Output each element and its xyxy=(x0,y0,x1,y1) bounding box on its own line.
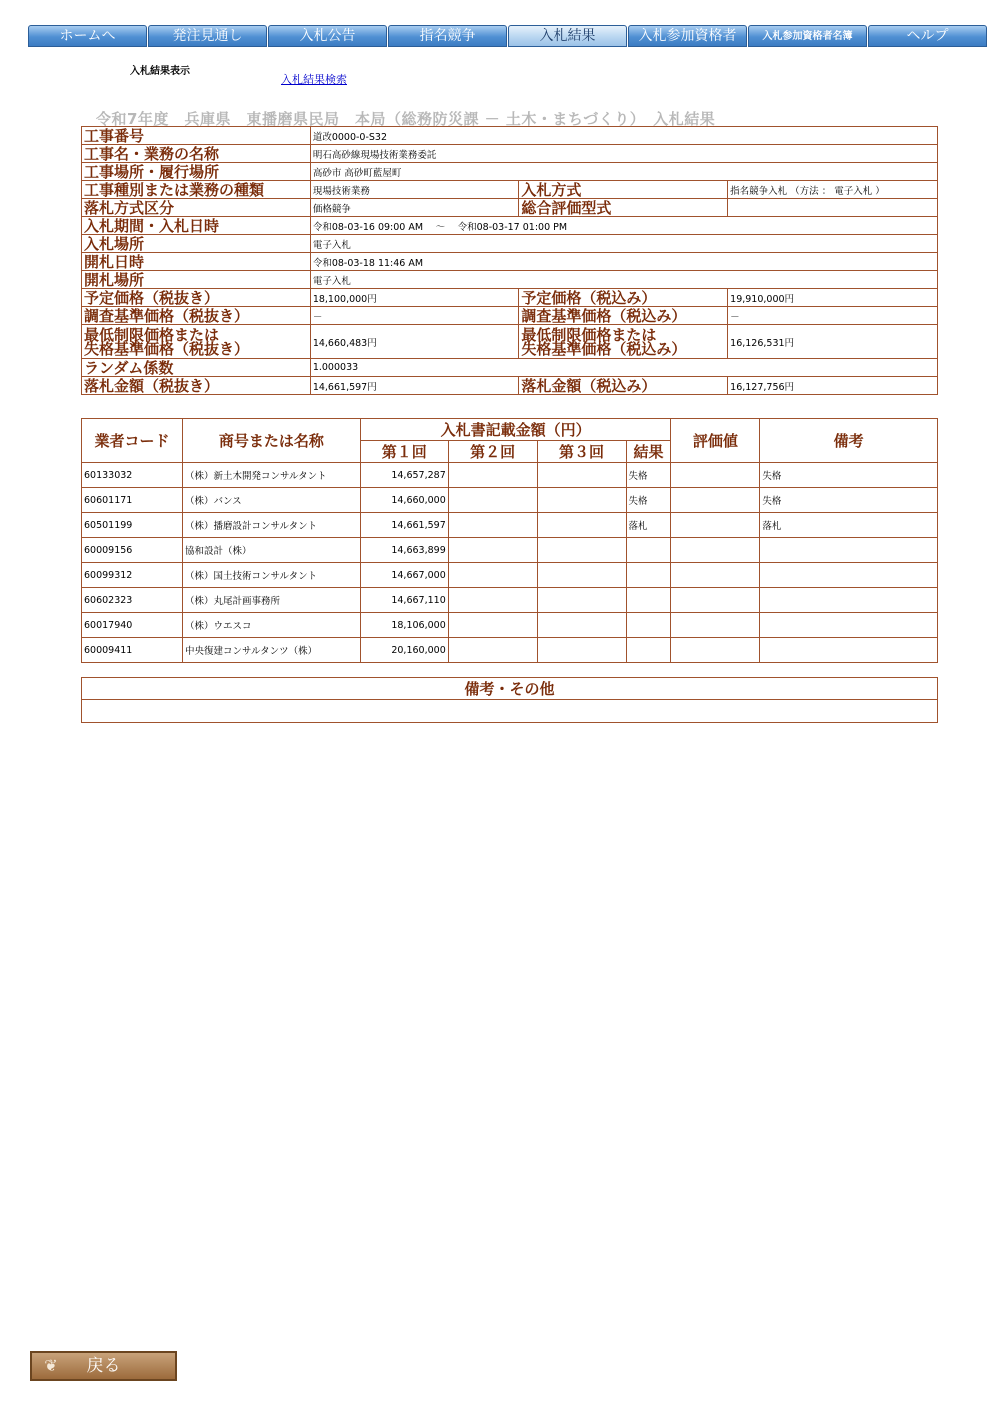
info-value: 14,661,597円 xyxy=(310,377,518,395)
cell-note: 失格 xyxy=(760,488,938,513)
back-button[interactable] xyxy=(30,1351,177,1381)
cell-note xyxy=(760,613,938,638)
cell-score xyxy=(671,488,760,513)
cell-result xyxy=(626,638,671,663)
info-row-venue xyxy=(82,235,938,253)
cell-score xyxy=(671,563,760,588)
cell-code: 60501199 xyxy=(82,513,183,538)
cell-r2 xyxy=(448,463,537,488)
cell-name: （株）丸尾計画事務所 xyxy=(182,588,360,613)
nav-tab-outlook[interactable]: 発注見通し xyxy=(148,25,267,47)
top-nav xyxy=(28,25,988,47)
cell-score xyxy=(671,538,760,563)
nav-tab-notice[interactable]: 入札公告 xyxy=(268,25,387,47)
col-header-score: 評価値 xyxy=(671,419,760,463)
cell-r3 xyxy=(537,463,626,488)
info-value: 価格競争 xyxy=(310,199,518,217)
info-label: 落札方式区分 xyxy=(82,199,311,217)
info-label: 入札場所 xyxy=(82,235,311,253)
remarks-table xyxy=(81,677,938,723)
cell-r1: 14,667,000 xyxy=(360,563,448,588)
info-label xyxy=(519,325,728,359)
cell-r2 xyxy=(448,488,537,513)
info-label: 調査基準価格（税抜き） xyxy=(82,307,311,325)
info-value: 18,100,000円 xyxy=(310,289,518,307)
table-row xyxy=(82,563,938,588)
cell-note xyxy=(760,538,938,563)
cell-name: 協和設計（株） xyxy=(182,538,360,563)
info-row-no xyxy=(82,127,938,145)
cell-r2 xyxy=(448,513,537,538)
info-label: 工事番号 xyxy=(82,127,311,145)
cell-name: （株）ウエスコ xyxy=(182,613,360,638)
info-label: 落札金額（税込み） xyxy=(519,377,728,395)
info-label: 開札場所 xyxy=(82,271,311,289)
cell-name: （株）新土木開発コンサルタント xyxy=(182,463,360,488)
page-label: 入札結果表示 xyxy=(130,66,190,77)
col-header-note: 備考 xyxy=(760,419,938,463)
cell-result xyxy=(626,538,671,563)
cell-r2 xyxy=(448,538,537,563)
table-row xyxy=(82,538,938,563)
info-label: 落札金額（税抜き） xyxy=(82,377,311,395)
cell-result xyxy=(626,563,671,588)
remarks-body xyxy=(82,700,938,723)
cell-code: 60009411 xyxy=(82,638,183,663)
info-row-minimum xyxy=(82,325,938,359)
info-row-kind xyxy=(82,181,938,199)
cell-r1: 14,661,597 xyxy=(360,513,448,538)
cell-r1: 14,667,110 xyxy=(360,588,448,613)
leaf-icon: ❦ xyxy=(44,1356,58,1375)
result-search-link[interactable]: 入札結果検索 xyxy=(281,73,347,86)
cell-code: 60017940 xyxy=(82,613,183,638)
info-value: 現場技術業務 xyxy=(310,181,518,199)
info-value: 指名競争入札 （方法 ： 電子入札 ） xyxy=(728,181,938,199)
info-label: 予定価格（税抜き） xyxy=(82,289,311,307)
cell-name: （株）播磨設計コンサルタント xyxy=(182,513,360,538)
table-row xyxy=(82,513,938,538)
cell-r1: 20,160,000 xyxy=(360,638,448,663)
nav-tab-qualified-list[interactable]: 入札参加資格者名簿 xyxy=(748,25,867,47)
cell-r1: 18,106,000 xyxy=(360,613,448,638)
cell-result: 落札 xyxy=(626,513,671,538)
cell-r3 xyxy=(537,538,626,563)
cell-note xyxy=(760,588,938,613)
info-value: 令和08-03-18 11:46 AM xyxy=(310,253,937,271)
info-label: 調査基準価格（税込み） xyxy=(519,307,728,325)
cell-code: 60009156 xyxy=(82,538,183,563)
info-label: 予定価格（税込み） xyxy=(519,289,728,307)
cell-r2 xyxy=(448,563,537,588)
info-row-winning xyxy=(82,377,938,395)
info-label: 総合評価型式 xyxy=(519,199,728,217)
table-row xyxy=(82,638,938,663)
info-value: 19,910,000円 xyxy=(728,289,938,307)
info-value: 道改0000-0-S32 xyxy=(310,127,937,145)
info-row-award xyxy=(82,199,938,217)
info-row-investigation xyxy=(82,307,938,325)
info-value: 明石高砂線現場技術業務委託 xyxy=(310,145,937,163)
info-row-estimate xyxy=(82,289,938,307)
info-label: 工事種別または業務の種類 xyxy=(82,181,311,199)
info-value: 1.000033 xyxy=(310,359,937,377)
col-header-result: 結果 xyxy=(626,441,671,463)
col-header-amount: 入札書記載金額（円） xyxy=(360,419,671,441)
info-label: 工事場所・履行場所 xyxy=(82,163,311,181)
cell-code: 60099312 xyxy=(82,563,183,588)
cell-note: 落札 xyxy=(760,513,938,538)
info-row-place xyxy=(82,163,938,181)
info-value: 16,126,531円 xyxy=(728,325,938,359)
info-value: 電子入札 xyxy=(310,271,937,289)
info-row-period xyxy=(82,217,938,235)
info-label: 工事名・業務の名称 xyxy=(82,145,311,163)
info-value: － xyxy=(728,307,938,325)
col-header-round1: 第１回 xyxy=(360,441,448,463)
info-value: 高砂市 高砂町藍屋町 xyxy=(310,163,937,181)
col-header-name: 商号または名称 xyxy=(182,419,360,463)
page-title: 令和7年度 兵庫県 東播磨県民局 本局（総務防災課 － 土木・まちづくり） 入札結果 xyxy=(96,110,716,128)
cell-name: （株）バンス xyxy=(182,488,360,513)
info-value: 電子入札 xyxy=(310,235,937,253)
info-label: 入札期間・入札日時 xyxy=(82,217,311,235)
info-value xyxy=(728,199,938,217)
cell-score xyxy=(671,463,760,488)
cell-result: 失格 xyxy=(626,463,671,488)
info-row-open xyxy=(82,253,938,271)
cell-name: （株）国土技術コンサルタント xyxy=(182,563,360,588)
cell-score xyxy=(671,588,760,613)
info-value: － xyxy=(310,307,518,325)
cell-r1: 14,657,287 xyxy=(360,463,448,488)
back-button-label: 戻る xyxy=(86,1356,121,1376)
cell-score xyxy=(671,513,760,538)
cell-r1: 14,663,899 xyxy=(360,538,448,563)
info-row-name xyxy=(82,145,938,163)
col-header-round3: 第３回 xyxy=(537,441,626,463)
info-label: ランダム係数 xyxy=(82,359,311,377)
cell-code: 60601171 xyxy=(82,488,183,513)
cell-r3 xyxy=(537,638,626,663)
info-label xyxy=(82,325,311,359)
remarks-title: 備考・その他 xyxy=(82,678,938,700)
nav-tab-home[interactable]: ホームへ xyxy=(28,25,147,47)
info-value: 16,127,756円 xyxy=(728,377,938,395)
cell-note: 失格 xyxy=(760,463,938,488)
cell-result xyxy=(626,613,671,638)
info-label: 入札方式 xyxy=(519,181,728,199)
cell-r3 xyxy=(537,613,626,638)
cell-note xyxy=(760,638,938,663)
info-label-line: 失格基準価格（税抜き） xyxy=(84,339,250,358)
nav-tab-results[interactable]: 入札結果 xyxy=(508,25,627,47)
cell-result: 失格 xyxy=(626,488,671,513)
cell-r2 xyxy=(448,613,537,638)
cell-name: 中央復建コンサルタンツ（株） xyxy=(182,638,360,663)
col-header-round2: 第２回 xyxy=(448,441,537,463)
info-label-line: 最低制限価格または xyxy=(521,325,657,344)
info-value: 14,660,483円 xyxy=(310,325,518,359)
bid-results-table xyxy=(81,418,938,663)
cell-score xyxy=(671,638,760,663)
cell-code: 60602323 xyxy=(82,588,183,613)
table-row xyxy=(82,488,938,513)
cell-r2 xyxy=(448,638,537,663)
nav-tab-designated[interactable]: 指名競争 xyxy=(388,25,507,47)
cell-r3 xyxy=(537,588,626,613)
cell-score xyxy=(671,613,760,638)
cell-note xyxy=(760,563,938,588)
table-row xyxy=(82,588,938,613)
cell-r3 xyxy=(537,488,626,513)
bid-info-table xyxy=(81,126,938,395)
info-row-open-place xyxy=(82,271,938,289)
cell-r1: 14,660,000 xyxy=(360,488,448,513)
info-label: 開札日時 xyxy=(82,253,311,271)
info-value: 令和08-03-16 09:00 AM ～ 令和08-03-17 01:00 PM xyxy=(310,217,937,235)
table-row xyxy=(82,463,938,488)
cell-r3 xyxy=(537,563,626,588)
col-header-code: 業者コード xyxy=(82,419,183,463)
info-row-random xyxy=(82,359,938,377)
table-row xyxy=(82,613,938,638)
nav-tab-help[interactable]: ヘルプ xyxy=(868,25,987,47)
cell-code: 60133032 xyxy=(82,463,183,488)
cell-r3 xyxy=(537,513,626,538)
cell-r2 xyxy=(448,588,537,613)
nav-tab-qualified[interactable]: 入札参加資格者 xyxy=(628,25,747,47)
cell-result xyxy=(626,588,671,613)
info-label-line: 最低制限価格または xyxy=(84,325,220,344)
info-label-line: 失格基準価格（税込み） xyxy=(521,339,687,358)
